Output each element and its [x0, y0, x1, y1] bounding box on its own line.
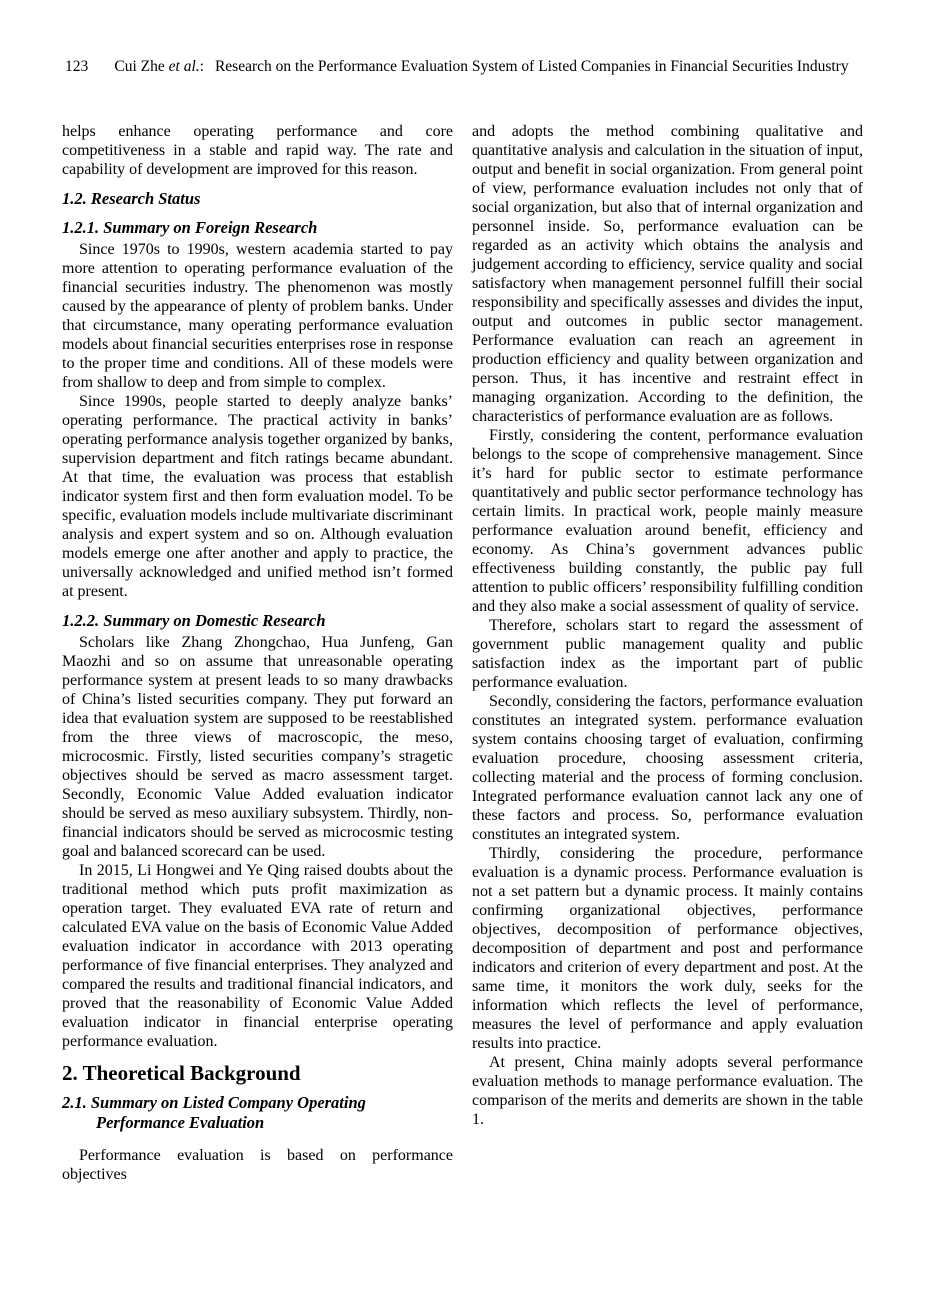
section-heading-1-2-1: 1.2.1. Summary on Foreign Research	[62, 218, 318, 237]
paragraph: Secondly, considering the factors, performance evaluation constitutes an integrated system. performance evaluation system contains choosing target of evaluation, confirming evaluation procedure, choosing assessment criteria, collecting material and the process of forming conclusion. Integrated performance evaluation cannot lack any one of these factors and process. So, performance evaluation constitutes an integrated system.	[472, 693, 863, 843]
section-heading-2: 2. Theoretical Background	[62, 1061, 301, 1085]
paragraph: Performance evaluation is based on performance objectives	[62, 1147, 453, 1183]
paragraph: In 2015, Li Hongwei and Ye Qing raised doubts about the traditional method which puts profit maximization as operation target. They evaluated EVA rate of return and calculated EVA value on the basis of Economic Value Added evaluation indicator in accordance with 2013 operating performance of five financial enterprises. They analyzed and compared the results and traditional financial indicators, and proved that the reasonability of Economic Value Added evaluation indicator in financial enterprise operating performance evaluation.	[62, 862, 453, 1050]
running-title: Research on the Performance Evaluation System of Listed Companies in Financial Securities Industry	[214, 58, 849, 75]
paragraph: Therefore, scholars start to regard the assessment of government public management quality and public satisfaction index as the important part of public performance evaluation.	[472, 617, 863, 691]
section-heading-1-2-2: 1.2.2. Summary on Domestic Research	[62, 611, 326, 630]
paragraph: Since 1990s, people started to deeply analyze banks’ operating performance. The practical activity in banks’ operating performance analysis together organized by banks, supervision department and fitch ratings became abundant. At that time, the evaluation was process that establish indicator system first and then form evaluation model. To be specific, evaluation models include multivariate discriminant analysis and expert system and so on. Although evaluation models emerge one after another and apply to practice, the universally acknowledged and unified method isn’t formed at present.	[62, 393, 453, 600]
authors: Cui Zhe	[114, 58, 165, 75]
paragraph: Since 1970s to 1990s, western academia started to pay more attention to operating performance evaluation of the financial securities industry. The phenomenon was mostly caused by the appearance of plenty of problem banks. Under that circumstance, many operating performance evaluation models about financial securities enterprises rose in response to the proper time and conditions. All of these models were from shallow to deep and from simple to complex.	[62, 241, 453, 391]
paragraph: and adopts the method combining qualitative and quantitative analysis and calculation in the situation of input, output and benefit in social organization. From general point of view, performance evaluation includes not only that of social organization, but also that of internal organization and personnel inside. So, performance evaluation can be regarded as an activity which obtains the analysis and judgement according to efficiency, service quality and social satisfactory when management personnel fulfill their social responsibility and specifically assesses and divides the input, output and outcomes in public sector management. Performance evaluation can reach an agreement in production efficiency and quality between organization and person. Thus, it has incentive and restraint effect in managing organization. According to the definition, the characteristics of performance evaluation are as follows.	[472, 123, 863, 425]
heading-text: Summary on Listed Company Operating Performance Evaluation	[90, 1093, 366, 1132]
paragraph: Thirdly, considering the procedure, performance evaluation is a dynamic process. Performance evaluation is not a set pattern but a dynamic process. It mainly contains confirming organizational objectives, performance objectives, decomposition of performance objectives, decomposition of department and post and performance indicators and criterion of every department and post. At the same time, it monitors the work duly, seeks for the information which reflects the level of performance, measures the level of performance and apply evaluation results into practice.	[472, 845, 863, 1052]
section-heading-2-1	[62, 1093, 453, 1133]
separator: :	[199, 58, 204, 75]
heading-number: 2.1.	[62, 1093, 87, 1112]
paragraph: At present, China mainly adopts several performance evaluation methods to manage performance evaluation. The comparison of the merits and demerits are shown in the table 1.	[472, 1054, 863, 1128]
page-header	[0, 57, 925, 76]
right-column	[472, 122, 863, 1184]
section-heading-1-2: 1.2. Research Status	[62, 189, 201, 208]
left-column	[62, 122, 453, 1184]
paragraph: helps enhance operating performance and core competitiveness in a stable and rapid way. The rate and capability of development are improved for this reason.	[62, 123, 453, 178]
two-column-body	[62, 122, 863, 1184]
et-al: et al.	[168, 58, 200, 75]
paragraph: Scholars like Zhang Zhongchao, Hua Junfeng, Gan Maozhi and so on assume that unreasonable operating performance system at present leads to so many drawbacks of China’s listed securities company. They put forward an idea that evaluation system are supposed to be reestablished from the three views of macroscopic, the meso, microcosmic. Firstly, listed securities company’s stragetic objectives should be served as macro assessment target. Secondly, Economic Value Added evaluation indicator should be served as meso auxiliary subsystem. Thirdly, non-financial indicators should be served as microcosmic testing goal and balanced scorecard can be used.	[62, 634, 453, 860]
running-head	[76, 57, 848, 76]
paragraph: Firstly, considering the content, performance evaluation belongs to the scope of comprehensive management. Since it’s hard for public sector to estimate performance quantitatively and public sector performance technology has certain limits. In practical work, people mainly measure performance evaluation around benefit, efficiency and economy. As China’s government advances public effectiveness building constantly, the public pay full attention to public officers’ responsibility fulfilling condition and they also make a social assessment of quality of service.	[472, 427, 863, 615]
page-number: 123	[65, 58, 89, 75]
